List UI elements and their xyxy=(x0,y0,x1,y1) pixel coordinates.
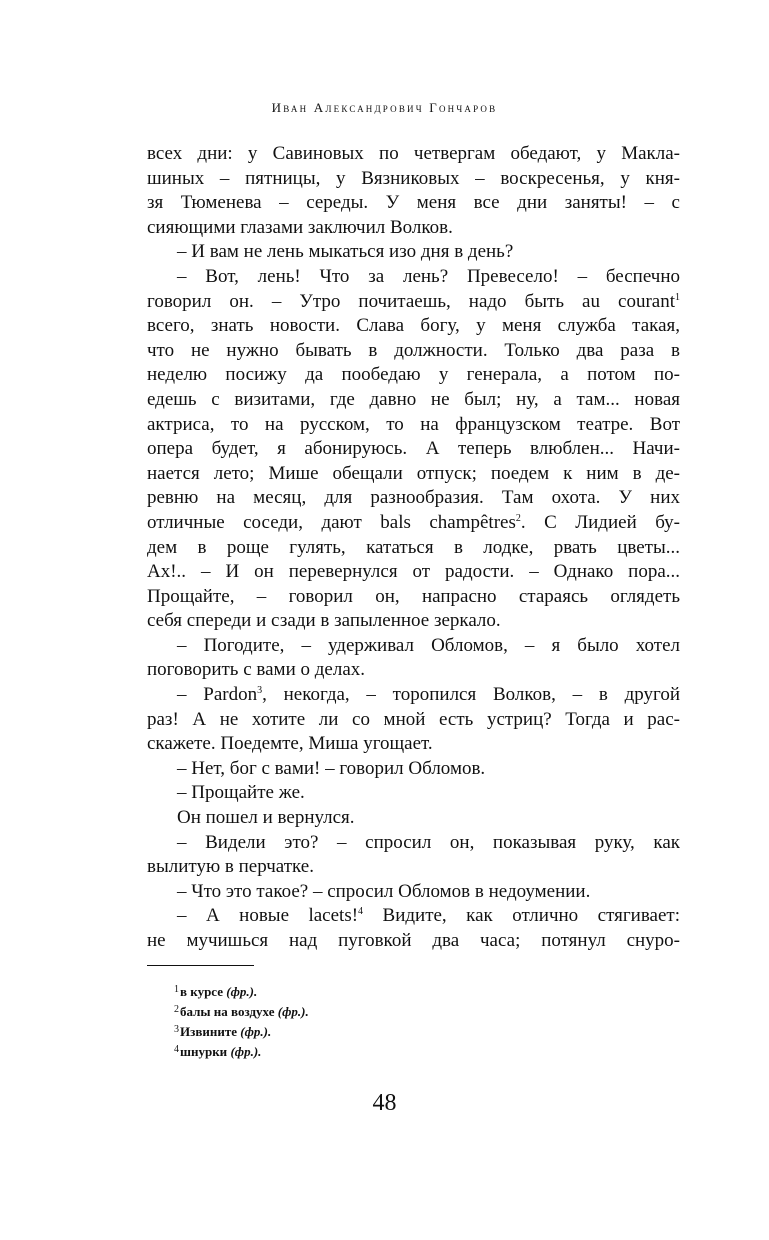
footnote-rule xyxy=(147,965,254,966)
text-line: актриса, то на русском, то на французском театре. Вот xyxy=(147,413,680,435)
text-line: не мучишься над пуговкой два часа; потянул снуро- xyxy=(147,930,680,951)
text-run: , некогда, – торопился Волков, – в другой xyxy=(262,684,681,706)
footnote-ref: 3 xyxy=(257,685,263,697)
text-line: – Видели это? – спросил он, показывая руку, как xyxy=(177,831,680,853)
text-run: . С Лидией бу- xyxy=(520,511,680,533)
text-run: – А новые lacets! xyxy=(177,905,359,927)
footnote-1 xyxy=(174,981,574,1001)
footnote-number: 3 xyxy=(174,1024,179,1035)
text-line: едешь с визитами, где давно не был; ну, а там... новая xyxy=(147,388,680,410)
text-line: шиных – пятницы, у Вязниковых – воскресенья, у кня- xyxy=(147,167,680,189)
text-line: дем в роще гулять, кататься в лодке, рвать цветы... xyxy=(147,536,680,558)
text-run: – Pardon xyxy=(177,684,258,706)
body-text xyxy=(147,142,680,954)
text-line: – Прощайте же. xyxy=(177,782,305,804)
text-line xyxy=(147,511,680,536)
text-line: – И вам не лень мыкаться изо дня в день? xyxy=(177,241,514,263)
text-line: – Что это такое? – спросил Обломов в недоумении. xyxy=(177,880,591,902)
text-line: раз! А не хотите ли со мной есть устриц? Тогда и рас- xyxy=(147,708,680,730)
text-line: Ах!.. – И он перевернулся от радости. – Однако пора... xyxy=(147,561,680,583)
text-run: отличные соседи, дают bals champêtres xyxy=(147,511,516,533)
text-line xyxy=(147,290,680,315)
footnote-ref: 4 xyxy=(358,906,364,918)
footnote-text: шнурки xyxy=(180,1044,231,1059)
footnote-3 xyxy=(174,1021,574,1041)
running-head: Иван Александрович Гончаров xyxy=(271,100,498,115)
footnote-ref: 2 xyxy=(515,512,521,524)
text-line: – Нет, бог с вами! – говорил Обломов. xyxy=(177,757,486,779)
footnote-number: 4 xyxy=(174,1044,179,1055)
footnote-text: в курсе xyxy=(180,984,227,999)
footnote-lang: (фр.). xyxy=(277,1004,309,1019)
footnote-lang: (фр.). xyxy=(226,984,258,999)
text-line: всех дни: у Савиновых по четвергам обедают, у Макла- xyxy=(147,143,680,164)
text-line: вылитую в перчатке. xyxy=(147,856,314,878)
text-line: ревню на месяц, для разнообразия. Там охота. У них xyxy=(147,487,680,509)
text-line: опера будет, я абонируюсь. А теперь влюблен... Начи- xyxy=(147,438,680,460)
text-line: поговорить с вами о делах. xyxy=(147,659,366,681)
text-line: – Вот, лень! Что за лень? Превесело! – беспечно xyxy=(177,265,680,287)
text-line: всего, знать новости. Слава богу, у меня служба такая, xyxy=(147,315,680,337)
text-line: нается лето; Мише обещали отпуск; поедем к ним в де- xyxy=(147,462,680,484)
page-number: 48 xyxy=(372,1090,397,1116)
text-line: зя Тюменева – середы. У меня все дни заняты! – с xyxy=(147,192,680,214)
text-line xyxy=(147,683,680,708)
text-line: Он пошел и вернулся. xyxy=(177,807,355,829)
text-run: Видите, как отлично стягивает: xyxy=(363,905,680,927)
text-line: себя спереди и сзади в запыленное зеркало. xyxy=(147,610,501,632)
footnote-2 xyxy=(174,1001,574,1021)
footnote-number: 1 xyxy=(174,984,179,995)
footnote-4 xyxy=(174,1041,574,1061)
text-line: – Погодите, – удерживал Обломов, – я было хотел xyxy=(177,634,680,656)
text-run: говорил он. – Утро почитаешь, надо быть au courant xyxy=(147,290,675,312)
footnote-number: 2 xyxy=(174,1004,179,1015)
text-line: неделю посижу да пообедаю у генерала, а потом по- xyxy=(147,364,680,386)
text-line: скажете. Поедемте, Миша угощает. xyxy=(147,733,433,755)
footnote-lang: (фр.). xyxy=(230,1044,262,1059)
footnote-ref: 1 xyxy=(675,291,680,303)
footnote-lang: (фр.). xyxy=(240,1024,272,1039)
footnote-text: Извините xyxy=(180,1024,241,1039)
text-line: что не нужно бывать в должности. Только два раза в xyxy=(147,339,680,361)
text-line: сияющими глазами заключил Волков. xyxy=(147,216,453,238)
footnote-text: балы на воздухе xyxy=(180,1004,278,1019)
text-line xyxy=(147,904,680,929)
text-line: Прощайте, – говорил он, напрасно стараясь оглядеть xyxy=(147,585,680,607)
